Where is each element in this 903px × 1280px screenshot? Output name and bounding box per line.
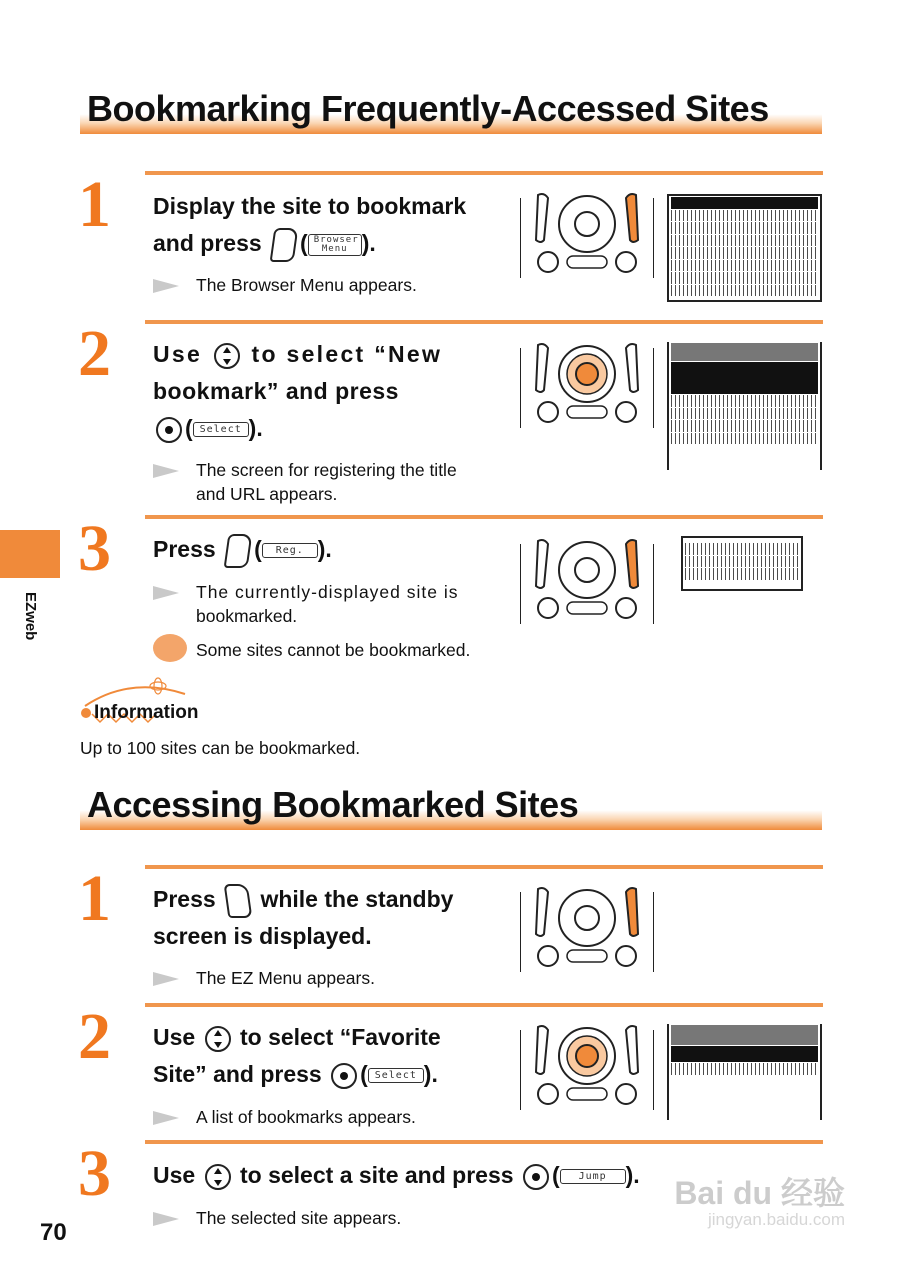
select-softkey-label: Select	[193, 422, 249, 437]
center-key-icon	[331, 1063, 357, 1089]
direction-key-icon	[214, 343, 240, 369]
phone-keypad-icon	[520, 190, 654, 278]
step-instruction: Press ( Reg. ).	[153, 531, 332, 568]
information-label: Information	[94, 702, 199, 723]
phone-screen-registered	[681, 536, 803, 591]
step-number: 3	[78, 1137, 111, 1210]
step-number: 1	[78, 862, 111, 935]
phone-keypad-icon	[520, 884, 654, 972]
step-number: 2	[78, 317, 111, 390]
center-key-icon	[156, 417, 182, 443]
step-number: 3	[78, 512, 111, 585]
arrow-right-icon	[153, 464, 179, 478]
step-instruction: Use to select “New bookmark” and press ( Select ).	[153, 341, 443, 441]
direction-key-icon	[205, 1164, 231, 1190]
chapter-label: EZweb	[22, 592, 39, 641]
step-rule	[145, 171, 823, 175]
step-result-note: The currently-displayed site is bookmarked.	[153, 580, 458, 628]
step-result-note: The Browser Menu appears.	[153, 273, 417, 297]
watermark-url: jingyan.baidu.com	[707, 1210, 845, 1229]
phone-keypad-icon	[520, 1022, 654, 1110]
step-instruction: Press while the standby screen is displayed.	[153, 881, 453, 955]
step-result-note: The screen for registering the title and URL appears.	[153, 458, 457, 506]
step-number: 1	[78, 168, 111, 241]
page-number: 70	[40, 1219, 67, 1246]
direction-key-icon	[205, 1026, 231, 1052]
arrow-right-icon	[153, 586, 179, 600]
step-result-note: The selected site appears.	[153, 1206, 401, 1230]
information-text: Up to 100 sites can be bookmarked.	[80, 738, 361, 758]
step-instruction: Display the site to bookmark and press ( Browser Menu ).	[153, 188, 466, 262]
step-rule	[145, 1140, 823, 1144]
phone-screen-new-bookmark	[667, 342, 822, 470]
section-title: Bookmarking Frequently-Accessed Sites	[80, 90, 822, 134]
select-softkey-label: Select	[368, 1068, 424, 1083]
jump-softkey-label: Jump	[560, 1169, 626, 1184]
section-title: Accessing Bookmarked Sites	[80, 786, 822, 830]
phone-screen-bookmark-list	[667, 194, 822, 302]
step-number: 2	[78, 1000, 111, 1073]
left-softkey-icon	[224, 534, 253, 568]
watermark-brand: Bai du 经验	[674, 1175, 845, 1211]
left-softkey-icon	[270, 228, 299, 262]
arrow-right-icon	[153, 1111, 179, 1125]
phone-keypad-icon	[520, 340, 654, 428]
step-rule	[145, 515, 823, 519]
phone-keypad-icon	[520, 536, 654, 624]
step-rule	[145, 1003, 823, 1007]
center-key-icon	[523, 1164, 549, 1190]
caution-hand-icon	[153, 634, 187, 662]
browser-menu-softkey-label: Browser Menu	[308, 234, 362, 256]
step-instruction: Use to select a site and press ( Jump ).	[153, 1162, 640, 1188]
arrow-right-icon	[153, 972, 179, 986]
chapter-tab	[0, 530, 60, 578]
step-result-note: The EZ Menu appears.	[153, 966, 375, 990]
arrow-right-icon	[153, 279, 179, 293]
step-result-note: A list of bookmarks appears.	[153, 1105, 416, 1129]
step-rule	[145, 865, 823, 869]
phone-screen-favorite-sites	[667, 1024, 822, 1120]
caution-note: Some sites cannot be bookmarked.	[153, 638, 470, 662]
step-instruction: Use to select “Favorite Site” and press ( Select ).	[153, 1024, 441, 1087]
step-rule	[145, 320, 823, 324]
ez-key-icon	[224, 884, 253, 918]
reg-softkey-label: Reg.	[262, 543, 318, 558]
arrow-right-icon	[153, 1212, 179, 1226]
